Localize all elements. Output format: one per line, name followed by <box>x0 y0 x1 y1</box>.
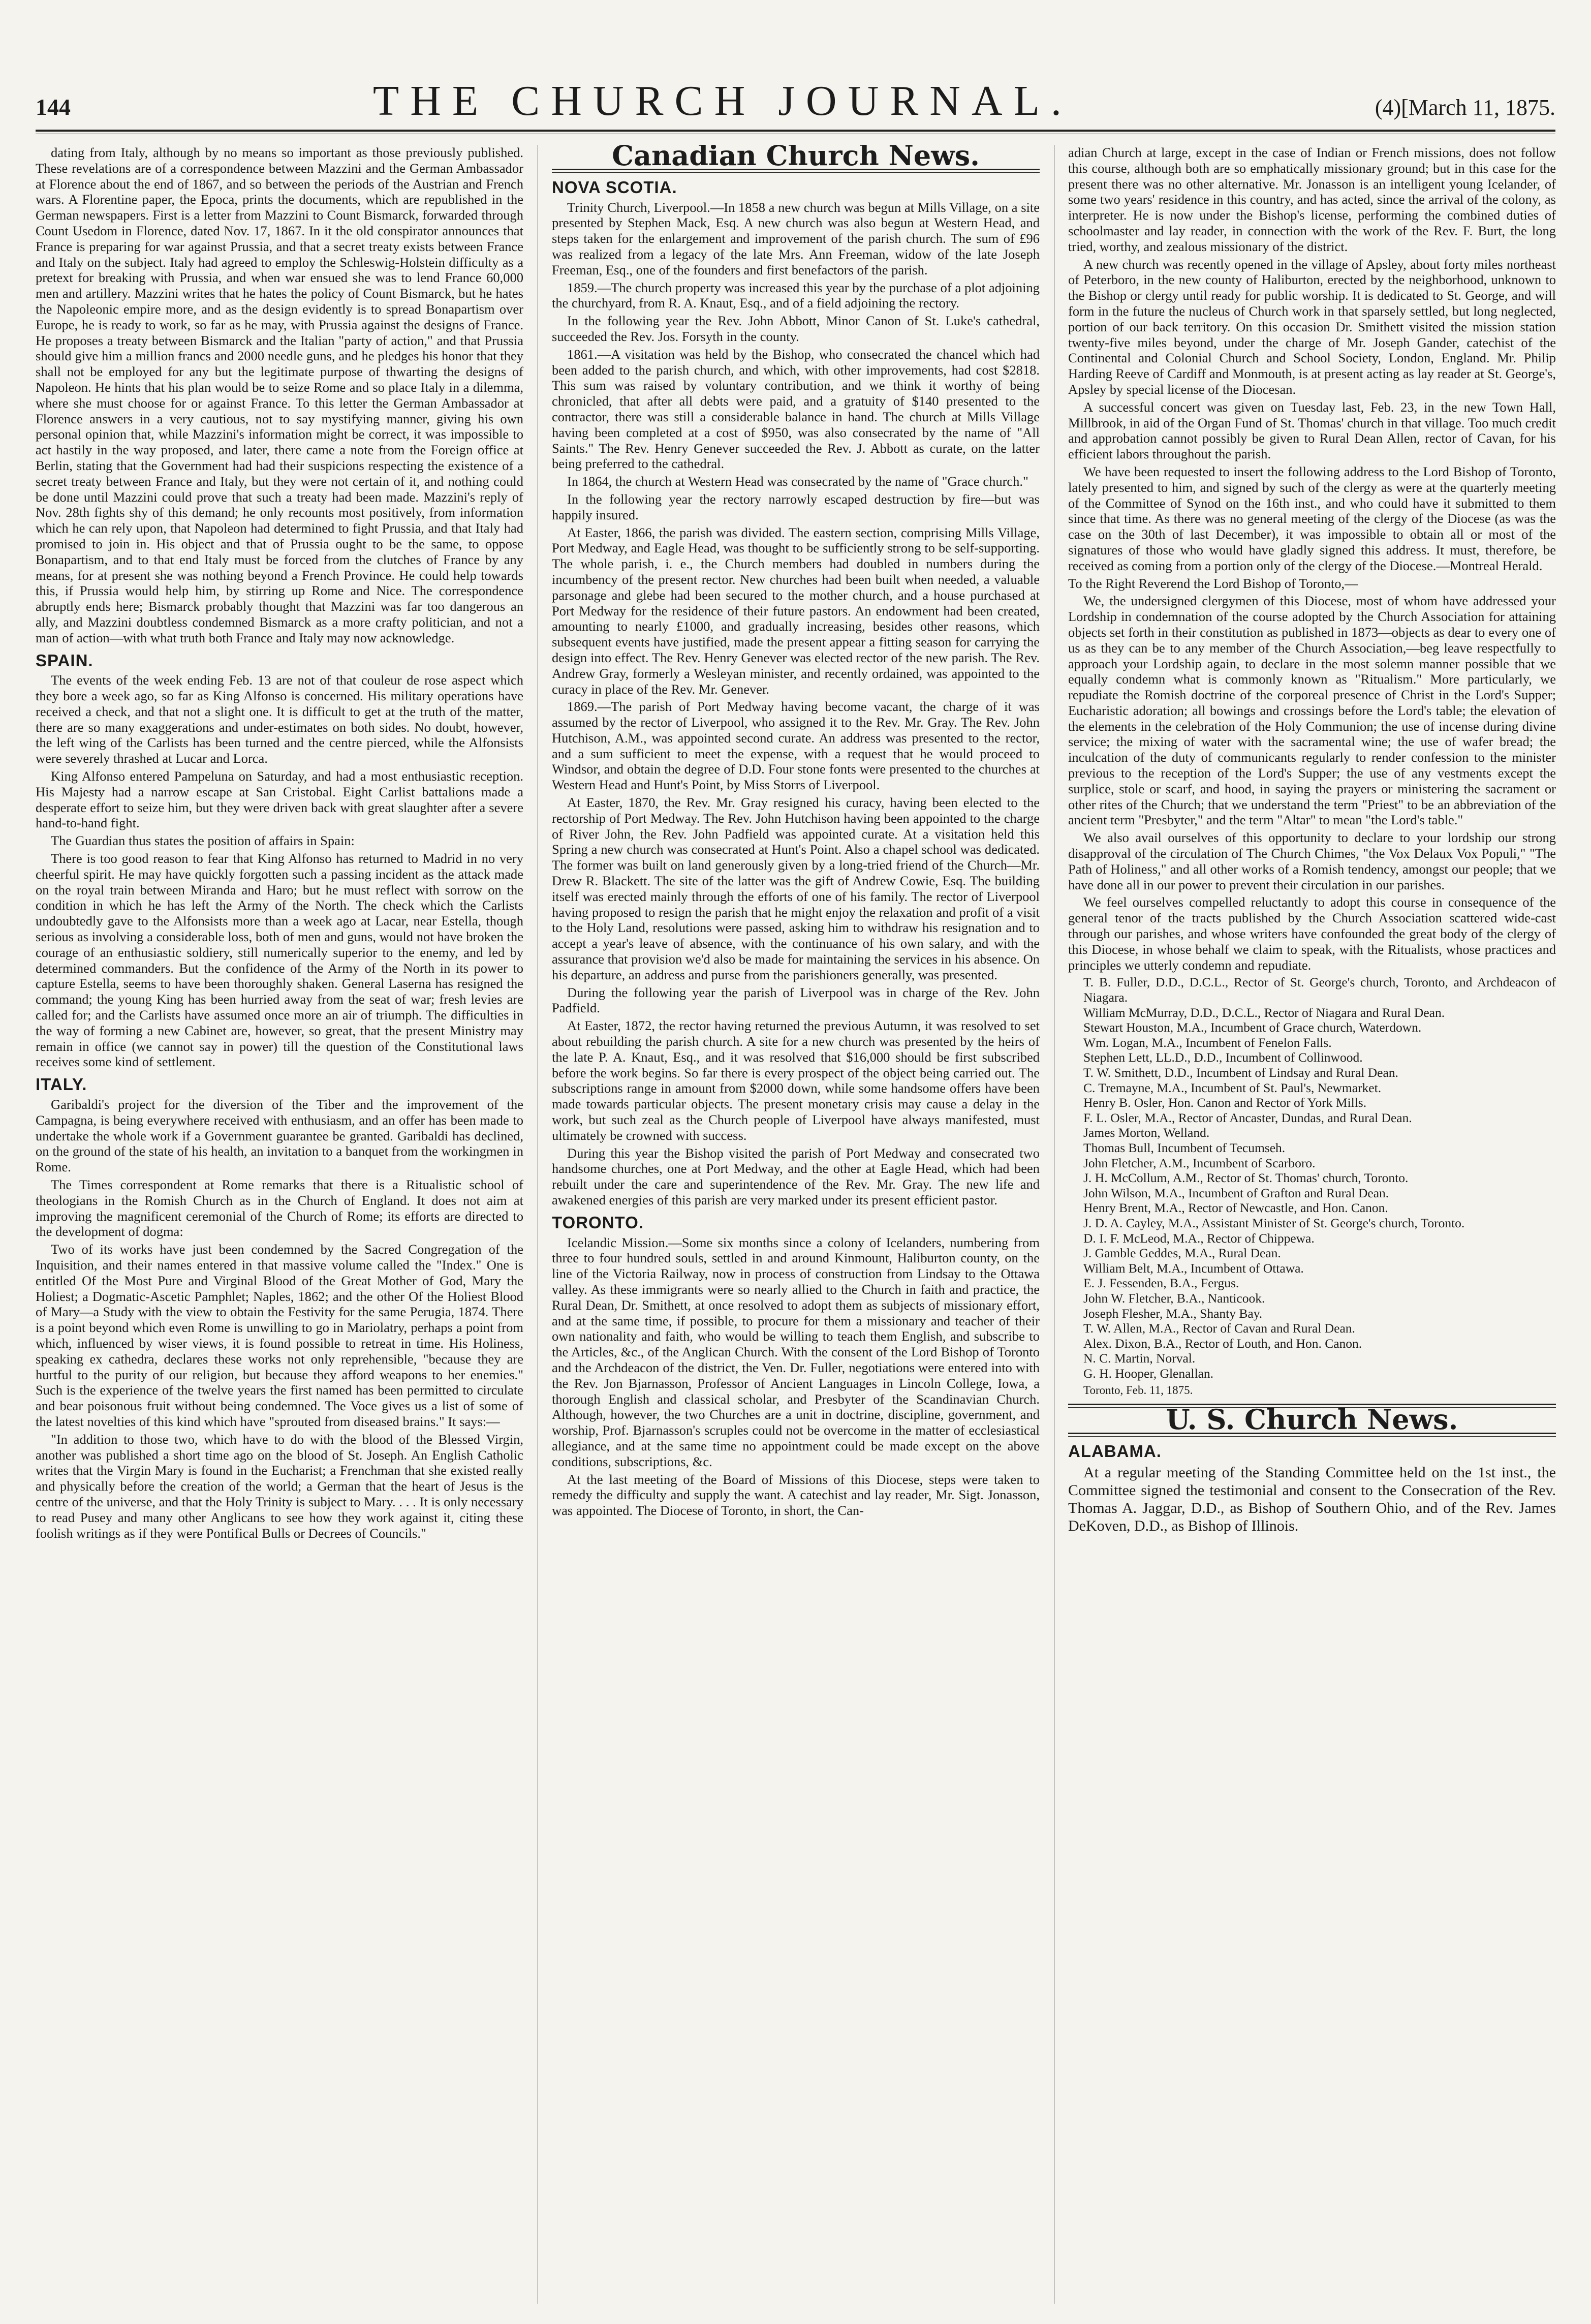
signature: J. Gamble Geddes, M.A., Rural Dean. <box>1083 1246 1281 1261</box>
article-paragraph: dating from Italy, although by no means so important as those previously published. These revelations are of a correspondence between Mazzini and the German Ambassador at Florence about the end of 1867, and so between the periods of the Austrian and French wars. A Florentine paper, the Epoca, prints the documents, which are republished in the German newspapers. First is a letter from Mazzini to Count Bismarck, forwarded through Count Usedom in Florence, dated Nov. 17, 1867. In it the old conspirator announces that France is preparing for war against Prussia, and that a secret treaty exists between France and Italy on the subject. Italy had agreed to employ the Schleswig-Holstein difficulty as a pretext for breaking with Prussia, and when war ensued she was to lend France 60,000 men and artillery. Mazzini writes that he hates the policy of Count Bismarck, but he hates the Napoleonic empire more, and as the design evidently is to spread Bonapartism over Europe, he is ready to work, so far as he may, with Prussia against the designs of France. He proposes a treaty between Bismarck and the Italian "party of action," and that Prussia should give him a million francs and 2000 needle guns, and he pledges his honor that they shall not be employed for any but the legitimate purpose of thwarting the designs of Napoleon. He hints that his plan would be to seize Rome and so place Italy in a dilemma, where she must choose for or against France. To this letter the German Ambassador at Florence answers in a very cautious, not to say mystifying manner, giving his own personal opinion that, while Mazzini's information might be correct, it was impossible to act hastily in the way proposed, and later, there came a note from the Foreign office at Berlin, stating that the Government had had their suspicions respecting the existence of a secret treaty between France and Italy, but they were not certain of it, and nothing could be done until Mazzini could prove that such a treaty had been made. Mazzini's reply of Nov. 28th fights shy of this demand; he only recounts most positively, from information which he can rely upon, that Napoleon had determined to fight Prussia, and that Italy had promised to join in. His object and that of Prussia ought to be the same, to oppose Bonapartism, and to that end Italy must be forced from the clutches of France by any means, for at present she was nothing beyond a French Province. He could help towards this, if Prussia would help him, by stirring up Rome and Nice. The correspondence abruptly ends here; Bismarck probably thought that Mazzini was far too dangerous an ally, and Mazzini doubtless condemned Bismarck as a more crafty politician, and not a man of action—with what truth both France and Italy may now acknowledge. <box>36 145 523 645</box>
signature: Henry Brent, M.A., Rector of Newcastle, and Hon. Canon. <box>1083 1200 1388 1216</box>
article-paragraph: A successful concert was given on Tuesday last, Feb. 23, in the new Town Hall, Millbrook, in aid of the Organ Fund of St. Thomas' church in that village. Too much credit and approbation cannot possibly be given to Rural Dean Allen, rector of Cavan, for his efficient labors throughout the parish. <box>1068 399 1556 462</box>
article-paragraph: We have been requested to insert the following address to the Lord Bishop of Toronto, lately presented to him, and signed by such of the clergy as were at the quarterly meeting of the Committee of Synod on the 16th inst., and who could have it submitted to them since that time. As there was no general meeting of the clergy of the Diocese (as was the case on the 30th of last December), it was impossible to obtain all or most of the signatures of those who would have gladly signed this address. It must, therefore, be received as coming from a portion only of the clergy of the Diocese.—Montreal Herald. <box>1068 463 1556 573</box>
signature: T. W. Smithett, D.D., Incumbent of Lindsay and Rural Dean. <box>1083 1065 1398 1080</box>
column-3 <box>1068 145 1556 2304</box>
article-paragraph: At Easter, 1870, the Rev. Mr. Gray resigned his curacy, having been elected to the rectorship of Port Medway. The Rev. John Hutchison having been appointed to the charge of River John, the Rev. John Padfield was appointed curate. At a visitation held this Spring a new church was consecrated at Hunt's Point. Also a chapel school was dedicated. The former was built on land generously given by a long-tried friend of the Church—Mr. Drew R. Blackett. The site of the latter was the gift of Andrew Cowie, Esq. The building itself was erected mainly through the efforts of one of his family. The rector of Liverpool having proposed to resign the parish that he might enjoy the relaxation and profit of a visit to the Holy Land, resolutions were passed, asking him to withdraw his resignation and to accept a year's leave of absence, with the continuance of his own salary, and with the assurance that provision we'd also be made for maintaining the services in his absence. On his departure, an address and purse from the parishioners generally, was presented. <box>552 795 1040 982</box>
section-title-canadian-church-news: Canadian Church News. <box>612 145 980 172</box>
column-2 <box>552 145 1040 2304</box>
signature: T. B. Fuller, D.D., D.C.L., Rector of St. George's church, Toronto, and Archdeacon of Niagara. <box>1083 975 1556 1005</box>
article-paragraph: In the following year the Rev. John Abbott, Minor Canon of St. Luke's cathedral, succeeded the Rev. Jos. Forsyth in the county. <box>552 313 1040 344</box>
article-paragraph: The events of the week ending Feb. 13 are not of that couleur de rose aspect which they bore a week ago, so far as King Alfonso is concerned. His military operations have received a check, and that not a slight one. It is difficult to get at the truth of the matter, there are so many exaggerations and under-estimates on both sides. No doubt, however, the left wing of the Carlists has been turned and the centre pierced, while the Alfonsists were severely thrashed at Lucar and Lorca. <box>36 672 523 766</box>
article-paragraph: In 1864, the church at Western Head was consecrated by the name of "Grace church." <box>567 474 1028 489</box>
issue-date: (4)[March 11, 1875. <box>1375 95 1555 120</box>
signature-list <box>1068 975 1556 1381</box>
signature: William Belt, M.A., Incumbent of Ottawa. <box>1083 1260 1304 1276</box>
article-paragraph: Trinity Church, Liverpool.—In 1858 a new church was begun at Mills Village, on a site presented by Stephen Mack, Esq. A new church was also begun at Western Head, and steps taken for the enlargement and improvement of the parish church. The sum of £96 was realized from a legacy of the late Mrs. Ann Freeman, widow of the late Joseph Freeman, Esq., one of the founders and first benefactors of the parish. <box>552 199 1040 277</box>
signature: John Wilson, M.A., Incumbent of Grafton and Rural Dean. <box>1083 1185 1389 1200</box>
article-paragraph: During the following year the parish of Liverpool was in charge of the Rev. John Padfield. <box>552 984 1040 1016</box>
section-heading-alabama: ALABAMA. <box>1068 1442 1162 1461</box>
article-paragraph: adian Church at large, except in the case of Indian or French missions, does not follow this course, although both are so emphatically missionary ground; but in this case for the present there was no other alternative. Mr. Jonasson is an intelligent young Icelander, of some two years' residence in this country, and has acted, since the arrival of the colony, as interpreter. He is now under the Bishop's license, performing the combined duties of schoolmaster and lay reader, in connection with the work of the Rev. F. Burt, the long tried, worthy, and zealous missionary of the district. <box>1068 145 1556 254</box>
signature: F. L. Osler, M.A., Rector of Ancaster, Dundas, and Rural Dean. <box>1083 1110 1412 1125</box>
column-1 <box>36 145 523 2304</box>
section-title-us-church-news: U. S. Church News. <box>1166 1403 1458 1436</box>
signature: James Morton, Welland. <box>1083 1125 1210 1140</box>
section-heading-nova-scotia: NOVA SCOTIA. <box>552 177 677 197</box>
article-paragraph: We feel ourselves compelled reluctantly to adopt this course in consequence of the general tenor of the tracts published by the Church Association scattered wide-cast through our parishes, and whose writers have confounded the great body of the clergy of this Diocese, in whose behalf we claim to speak, with the Ritualists, whose practices and principles we utterly condemn and repudiate. <box>1068 894 1556 973</box>
signature: J. D. A. Cayley, M.A., Assistant Minister of St. George's church, Toronto. <box>1083 1215 1465 1230</box>
article-paragraph: At a regular meeting of the Standing Committee held on the 1st inst., the Committee signed the testimonial and consent to the Consecration of the Rev. Thomas A. Jaggar, D.D., as Bishop of Southern Ohio, and of the Rev. James DeKoven, D.D., as Bishop of Illinois. <box>1068 1464 1556 1534</box>
article-paragraph: A new church was recently opened in the village of Apsley, about forty miles northeast of Peterboro, in the new county of Haliburton, erected by the neighborhood, unknown to the Bishop or clergy until ready for public worship. It is dedicated to St. George, and will form in the future the nucleus of Church work in that sparsely settled, but long neglected, portion of our back territory. On this occasion Dr. Smithett visited the mission station twenty-five miles beyond, under the charge of Mr. Joseph Gander, catechist of the Continental and Colonial Church and School Society, London, England. Mr. Philip Harding Reeve of Cardiff and Monmouth, is at present acting as lay reader at St. George's, Apsley by special license of the Diocesan. <box>1068 256 1556 397</box>
article-paragraph: The Guardian thus states the position of affairs in Spain: <box>51 833 355 849</box>
signature: Alex. Dixon, B.A., Rector of Louth, and Hon. Canon. <box>1083 1336 1362 1351</box>
signature: John W. Fletcher, B.A., Nanticook. <box>1083 1290 1265 1306</box>
signature: G. H. Hooper, Glenallan. <box>1083 1366 1214 1381</box>
article-paragraph: During this year the Bishop visited the parish of Port Medway and consecrated two handsome churches, one at Port Medway, and the other at Eagle Head, which had been rebuilt under the care and superintendence of the Rev. Mr. Gray. The new life and awakened energies of this parish are very marked under its present efficient pastor. <box>552 1145 1040 1207</box>
signature: T. W. Allen, M.A., Rector of Cavan and Rural Dean. <box>1083 1321 1355 1336</box>
article-paragraph: Garibaldi's project for the diversion of the Tiber and the improvement of the Campagna, is being everywhere received with enthusiasm, and an offer has been made to undertake the whole work if a Government guarantee be granted. Garibaldi has declined, on the ground of the state of his health, an invitation to a banquet from the workingmen in Rome. <box>36 1097 523 1175</box>
masthead-rule <box>36 130 1555 132</box>
article-paragraph: At the last meeting of the Board of Missions of this Diocese, steps were taken to remedy the difficulty and supply the want. A catechist and lay reader, Mr. Sigt. Jonasson, was appointed. The Diocese of Toronto, in short, the Can- <box>552 1471 1040 1519</box>
dateline: Toronto, Feb. 11, 1875. <box>1083 1384 1193 1397</box>
signature: Stephen Lett, LL.D., D.D., Incumbent of Collinwood. <box>1083 1050 1363 1065</box>
article-paragraph: 1869.—The parish of Port Medway having become vacant, the charge of it was assumed by the rector of Liverpool, who assigned it to the Rev. Mr. Gray. The Rev. John Hutchison, A.M., was appointed second curate. An address was presented to the rector, and a sum sufficient to meet the expense, with a request that he would proceed to Windsor, and obtain the degree of D.D. Four stone fonts were presented to the churches at Western Head and Hunt's Point, by Miss Storrs of Liverpool. <box>552 699 1040 793</box>
signature: Joseph Flesher, M.A., Shanty Bay. <box>1083 1306 1263 1321</box>
article-paragraph: There is too good reason to fear that King Alfonso has returned to Madrid in no very cheerful spirit. He may have quickly forgotten such a passing incident as the attack made on the royal train between Miranda and Haro; but he must reflect with sorrow on the condition in which he has left the Army of the North. The check which the Carlists undoubtedly gave to the Alfonsists more than a week ago at Lacar, near Estella, though serious as involving a considerable loss, both of men and guns, would not have broken the courage of an enthusiastic soldiery, still numerically superior to the enemy, and led by determined commanders. But the confidence of the Army of the North in its power to capture Estella, seems to have been thoroughly shaken. General Laserna has resigned the command; the young King has been hurried away from the seat of war; fresh levies are called for; and the Carlists have assumed once more an air of triumph. The difficulties in the way of forming a new Cabinet are, however, so great, that the present Ministry may remain in office (we cannot say in power) till the question of the Constitutional laws receives some kind of settlement. <box>36 851 523 1070</box>
signature: William McMurray, D.D., D.C.L., Rector of Niagara and Rural Dean. <box>1083 1005 1445 1020</box>
signature: John Fletcher, A.M., Incumbent of Scarboro. <box>1083 1155 1316 1170</box>
paper-title: THE CHURCH JOURNAL. <box>372 77 1073 125</box>
article-paragraph: The Times correspondent at Rome remarks that there is a Ritualistic school of theologians in the Romish Church as in the Church of England. It does not aim at improving the magnificent ceremonial of the Church of Rome; its efforts are directed to the development of dogma: <box>36 1177 523 1240</box>
article-paragraph: We, the undersigned clergymen of this Diocese, most of whom have addressed your Lordship in condemnation of the course adopted by the Church Association for attaining objects set forth in their constitution as published in 1873—objects as dear to every one of us as they can be to any member of the Church Association,—beg leave respectfully to approach your Lordship again, to declare in the most solemn manner possible that we equally condemn what is commonly known as "Ritualism." More particularly, we repudiate the Romish doctrine of the corporeal presence of Christ in the Lord's Supper; Eucharistic adoration; all bowings and crossings before the Lord's table; the elevation of the elements in the celebration of the Holy Communion; the use of incense during divine service; the mixing of water with the sacramental wine; the use of wafer bread; the inculcation of the duty of communicants regularly to render confession to the minister previous to the reception of the Lord's Supper; the use of any vestments except the surplice, stole or scarf, and hood, in saying the prayers or ministering the sacrament or other rites of the Church; that we understand the term "Priest" to be an abbreviation of the ancient term "Presbyter," and the term "Altar" to mean "the Lord's table." <box>1068 593 1556 828</box>
signature: C. Tremayne, M.A., Incumbent of St. Paul's, Newmarket. <box>1083 1080 1382 1095</box>
signature: J. H. McCollum, A.M., Rector of St. Thomas' church, Toronto. <box>1083 1170 1409 1186</box>
article-paragraph: 1859.—The church property was increased this year by the purchase of a plot adjoining the churchyard, from R. A. Knaut, Esq., and of a field adjoining the rectory. <box>552 280 1040 311</box>
signature: Henry B. Osler, Hon. Canon and Rector of York Mills. <box>1083 1095 1367 1110</box>
signature: Stewart Houston, M.A., Incumbent of Grace church, Waterdown. <box>1083 1020 1422 1035</box>
page-number: 144 <box>36 94 71 120</box>
signature: E. J. Fessenden, B.A., Fergus. <box>1083 1276 1239 1291</box>
article-paragraph: King Alfonso entered Pampeluna on Saturday, and had a most enthusiastic reception. His Majesty had a narrow escape at San Cristobal. Eight Carlist battalions made a desperate effort to seize him, but they were driven back with great slaughter after a severe hand-to-hand fight. <box>36 768 523 831</box>
signature: Thomas Bull, Incumbent of Tecumseh. <box>1083 1140 1286 1155</box>
article-paragraph: In the following year the rectory narrowly escaped destruction by fire—but was happily insured. <box>552 491 1040 522</box>
signature: Wm. Logan, M.A., Incumbent of Fenelon Falls. <box>1083 1035 1332 1050</box>
article-paragraph: Two of its works have just been condemned by the Sacred Congregation of the Inquisition, and their names entered in that massive volume called the "Index." One is entitled Of the Most Pure and Virginal Blood of the Great Mother of God, Mary the Holiest; a Dogmatic-Ascetic Pamphlet; Naples, 1862; and the other Of the Holiest Blood of Mary—a Study with the view to obtain the Festivity for the same Perugia, 1874. There is a point beyond which even Rome is unwilling to go in Mariolatry, perhaps a point from which, influenced by wiser views, it is found possible to retreat in time. His Holiness, speaking ex cathedra, declares these works not only reprehensible, "because they are hurtful to the purity of our religion, but because they afford weapons to her enemies." Such is the experience of the twelve years the first named has been permitted to circulate and bear poisonous fruit without being condemned. The Voce gives us a list of some of the latest novelties of this kind which have "sprouted from diseased brains." It says:— <box>36 1242 523 1429</box>
section-heading-spain: SPAIN. <box>36 650 93 670</box>
article-paragraph: At Easter, 1866, the parish was divided. The eastern section, comprising Mills Village, Port Medway, and Eagle Head, was thought to be sufficiently strong to be self-supporting. The whole parish, i. e., the Church members had doubled in numbers during the incumbency of the present rector. New churches had been built when needed, a valuable parsonage and glebe had been secured to the mother church, and a house purchased at Port Medway for the residence of their future pastors. An endowment had been created, amounting to nearly £1000, and gradually increasing, besides other reasons, which subsequent events have justified, made the present appear a fitting season for carrying the design into effect. The Rev. Henry Genever was elected rector of the new parish. The Rev. Andrew Gray, formerly a Wesleyan minister, and recently ordained, was appointed to the curacy in place of the Rev. Mr. Genever. <box>552 524 1040 697</box>
article-paragraph: We also avail ourselves of this opportunity to declare to your lordship our strong disapproval of the circulation of The Church Chimes, "the Vox Delaux Vox Populi," "The Path of Holiness," and all other works of a Romish tendency, amongst our people; that we have done all in our power to prevent their circulation in our parishes. <box>1068 830 1556 892</box>
section-heading-italy: ITALY. <box>36 1075 87 1094</box>
masthead <box>36 76 1555 125</box>
section-heading-toronto: TORONTO. <box>552 1213 644 1232</box>
address-salutation: To the Right Reverend the Lord Bishop of Toronto,— <box>1068 575 1358 591</box>
article-paragraph: 1861.—A visitation was held by the Bishop, who consecrated the chancel which had been added to the parish church, and which, with other improvements, had cost $2818. This sum was raised by voluntary contribution, and we think it worthy of being chronicled, that after all debts were paid, and a gratuity of $140 presented to the contractor, there was still a considerable balance in hand. The church at Mills Village having been completed at a cost of $950, was also consecrated by the name of "All Saints." The Rev. Henry Genever succeeded the Rev. J. Abbott as curate, on the latter being preferred to the cathedral. <box>552 346 1040 472</box>
article-paragraph: Icelandic Mission.—Some six months since a colony of Icelanders, numbering from three to four hundred souls, settled in and around Kinmount, Haliburton county, on the line of the Victoria Railway, now in process of construction from Lindsay to the Ottawa valley. As these immigrants were so nearly allied to the Church in faith and practice, the Rural Dean, Dr. Smithett, at once resolved to adopt them as subjects of missionary effort, and at the same time, if possible, to procure for them a missionary and teacher of their own nationality and faith, who would be willing to teach them English, and subscribe to the Articles, &c., of the Anglican Church. With the consent of the Lord Bishop of Toronto and the Archdeacon of the district, the Ven. Dr. Fuller, negotiations were entered into with the Rev. Jon Bjarnasson, Professor of Ancient Languages in Lincoln College, Iowa, a thorough English and classical scholar, and Presbyter of the Scandinavian Church. Although, however, the two Churches are a unit in doctrine, discipline, government, and worship, Prof. Bjarnasson's scruples could not be overcome in the matter of ecclesiastical allegiance, and at the same time no appointment could be made except on the above conditions, subscriptions, &c. <box>552 1234 1040 1469</box>
signature: D. I. F. McLeod, M.A., Rector of Chippewa. <box>1083 1230 1315 1246</box>
signature: N. C. Martin, Norval. <box>1083 1351 1196 1366</box>
article-paragraph: "In addition to those two, which have to do with the blood of the Blessed Virgin, another was published a short time ago on the blood of St. Joseph. An English Catholic writes that the Virgin Mary is found in the Eucharist; a Frenchman that she existed really and physically before the creation of the world; a German that the heart of Jesus is the centre of the universe, and that the Holy Trinity is subject to Mary. . . . It is only necessary to read Pusey and many other Anglicans to see how they work against it, citing these foolish writings as if they were Pontifical Bulls or Decrees of Councils." <box>36 1431 523 1541</box>
article-paragraph: At Easter, 1872, the rector having returned the previous Autumn, it was resolved to set about rebuilding the parish church. A site for a new church was presented by the heirs of the late P. A. Knaut, Esq., and it was resolved that $16,000 should be first subscribed before the work begins. So far there is every prospect of the object being carried out. The subscriptions range in amount from $2000 down, while some handsome offers have been made towards particular objects. The present monetary crisis may cause a delay in the work, but such zeal as the Church people of Liverpool have always manifested, must ultimately be crowned with success. <box>552 1018 1040 1143</box>
